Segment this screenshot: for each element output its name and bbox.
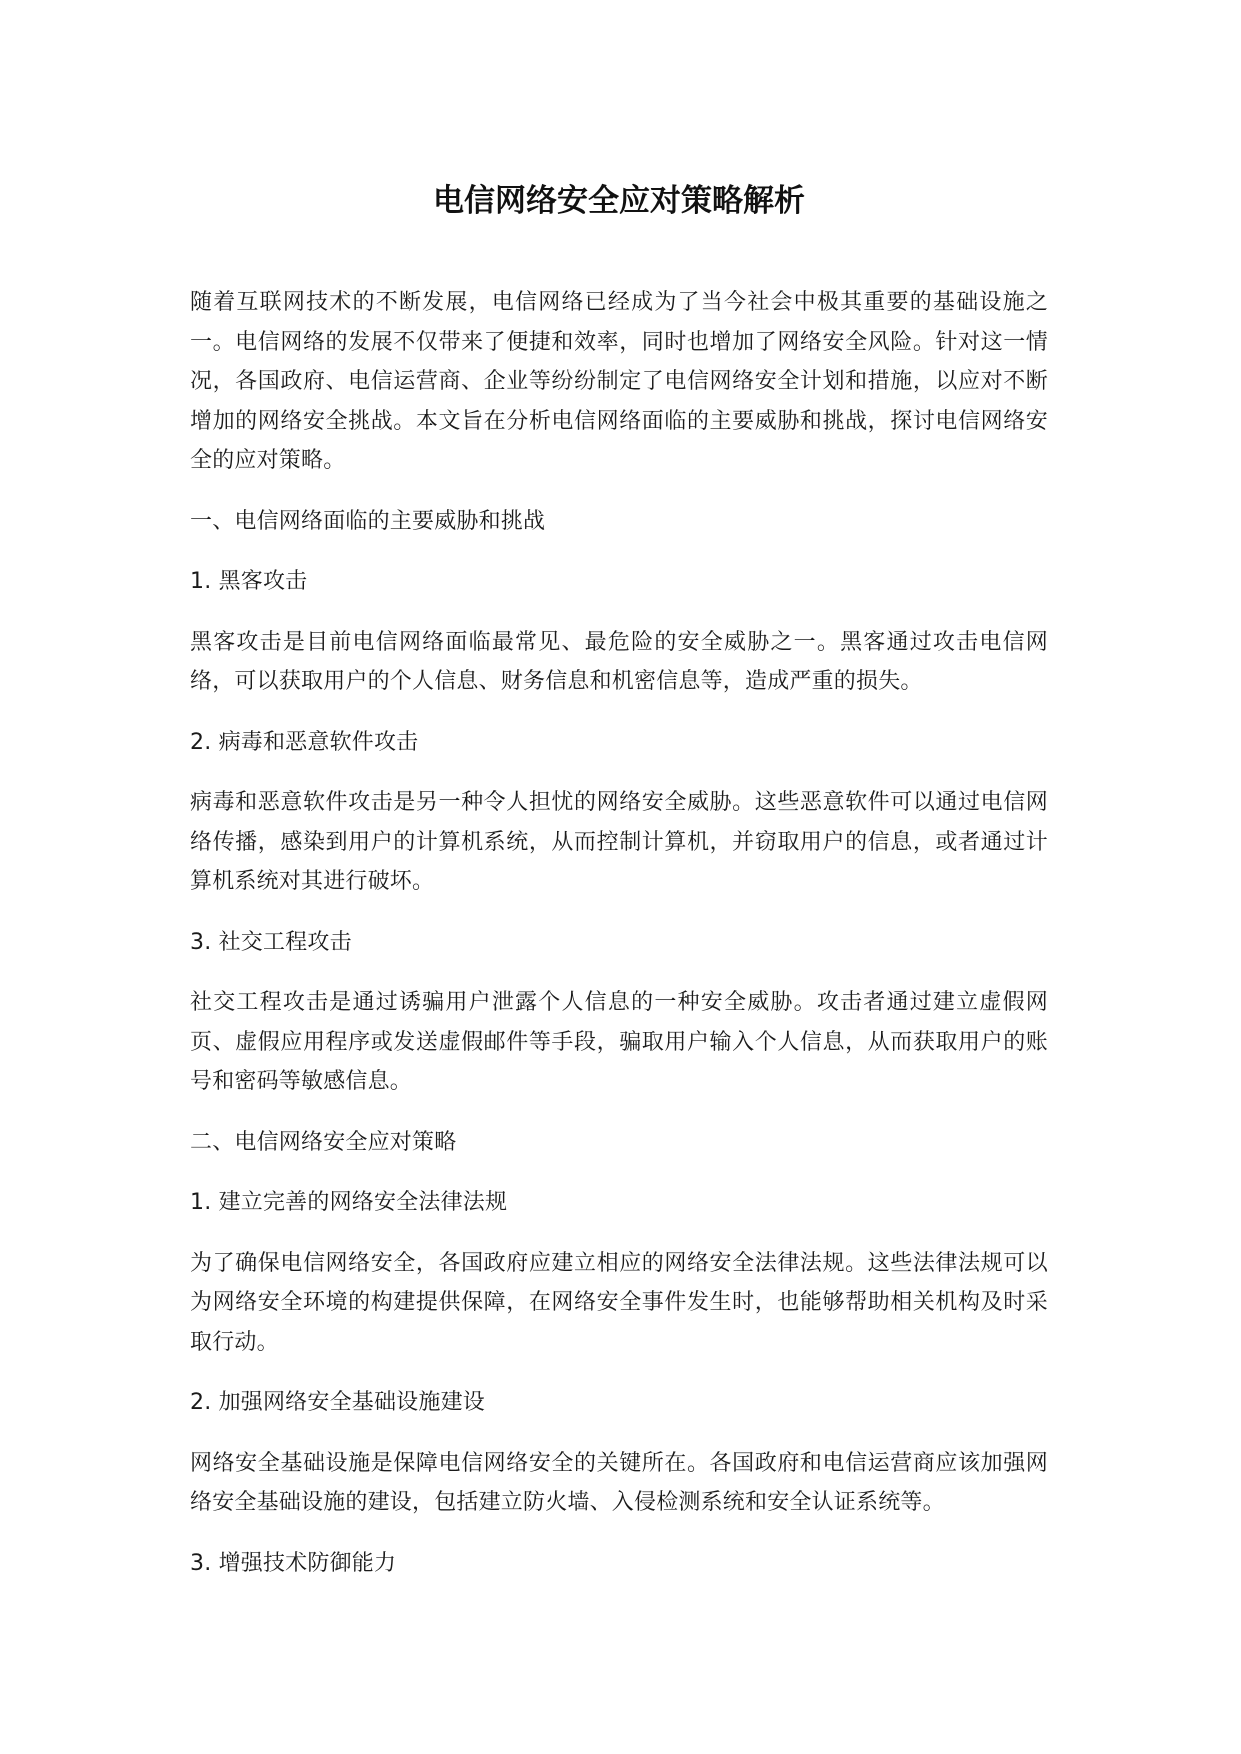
subheading-tech-defense: 3. 增强技术防御能力 [190,1550,397,1576]
subheading-social-engineering: 3. 社交工程攻击 [190,929,352,955]
subheading-infrastructure: 2. 加强网络安全基础设施建设 [190,1390,485,1415]
subheading-hacker-attack: 1. 黑客攻击 [190,569,308,594]
section-heading-strategies: 二、电信网络安全应对策略 [190,1129,457,1155]
paragraph-infrastructure: 网络安全基础设施是保障电信网络安全的关键所在。各国政府和电信运营商应该加强网络安全基础设施的建设，包括建立防火墙、入侵检测系统和安全认证系统等。 [190,1450,1048,1515]
document-body [190,283,1048,1604]
section-heading-threats: 一、电信网络面临的主要威胁和挑战 [190,508,546,534]
paragraph-social-engineering: 社交工程攻击是通过诱骗用户泄露个人信息的一种安全威胁。攻击者通过建立虚假网页、虚假应用程序或发送虚假邮件等手段，骗取用户输入个人信息，从而获取用户的账号和密码等敏感信息。 [190,990,1048,1094]
paragraph-hacker-attack: 黑客攻击是目前电信网络面临最常见、最危险的安全威胁之一。黑客通过攻击电信网络，可以获取用户的个人信息、财务信息和机密信息等，造成严重的损失。 [190,629,1048,694]
subheading-legal-framework: 1. 建立完善的网络安全法律法规 [190,1190,508,1215]
intro-paragraph: 随着互联网技术的不断发展，电信网络已经成为了当今社会中极其重要的基础设施之一。电信网络的发展不仅带来了便捷和效率，同时也增加了网络安全风险。针对这一情况，各国政府、电信运营商、企业等纷纷制定了电信网络安全计划和措施，以应对不断增加的网络安全挑战。本文旨在分析电信网络面临的主要威胁和挑战，探讨电信网络安全的应对策略。 [190,290,1048,473]
paragraph-legal-framework: 为了确保电信网络安全，各国政府应建立相应的网络安全法律法规。这些法律法规可以为网络安全环境的构建提供保障，在网络安全事件发生时，也能够帮助相关机构及时采取行动。 [190,1250,1048,1355]
subheading-malware-attack: 2. 病毒和恶意软件攻击 [190,729,419,755]
document-title: 电信网络安全应对策略解析 [433,183,805,219]
paragraph-malware-attack: 病毒和恶意软件攻击是另一种令人担忧的网络安全威胁。这些恶意软件可以通过电信网络传播，感染到用户的计算机系统，从而控制计算机，并窃取用户的信息，或者通过计算机系统对其进行破坏。 [190,790,1048,894]
